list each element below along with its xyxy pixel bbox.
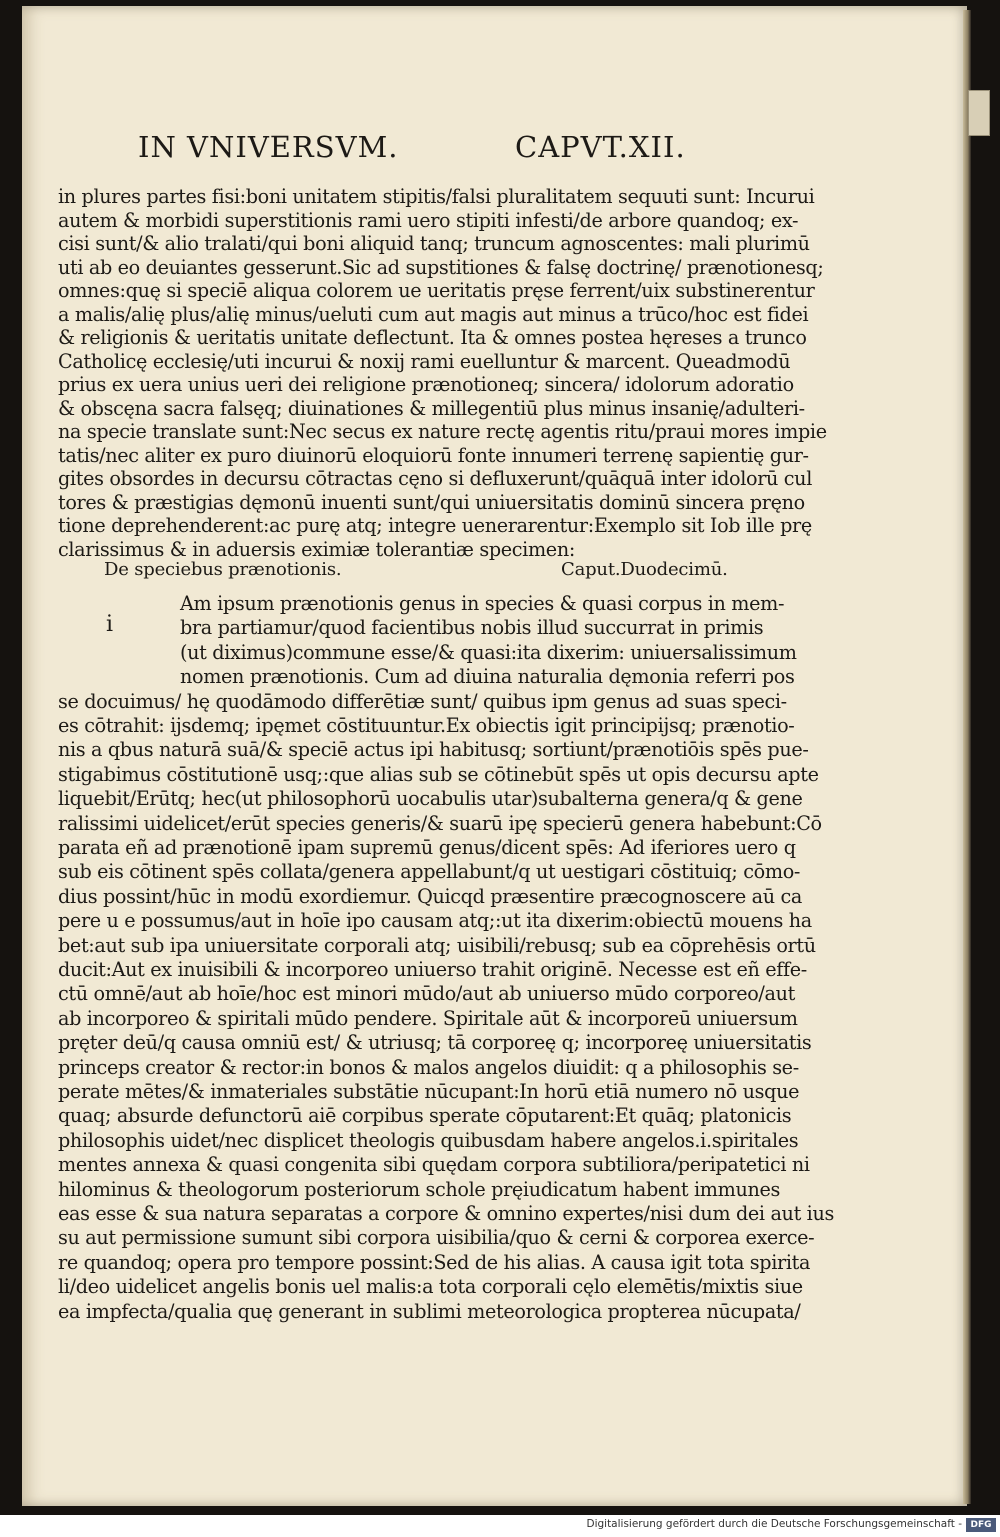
text-line: na specie translate sunt:Nec secus ex nature rectę agentis ritu/praui mores impie — [58, 420, 827, 443]
text-line: & obscęna sacra falsęq; diuinationes & millegentiū plus minus insanię/adulteri- — [58, 396, 805, 420]
text-line: & religionis & ueritatis unitate deflectunt. Ita & omnes postea hęreses a trunco — [58, 326, 807, 349]
text-line: dius possint/hūc in modū exordiemur. Quicqd præsentire præcognoscere aū ca — [58, 884, 802, 908]
text-line: se docuimus/ hę quodāmodo differētiæ sunt/ quibus ipm genus ad suas speci- — [58, 689, 787, 713]
text-line: eas esse & sua natura separatas a corpore & omnino expertes/nisi dum dei aut ius — [58, 1202, 834, 1225]
text-line: es cōtrahit: ijsdemq; ipęmet cōstituuntur.Ex obiectis igit principijsq; prænotio- — [58, 714, 795, 737]
text-line: tores & præstigias dęmonū inuenti sunt/qui uniuersitatis dominū sincera pręno — [58, 490, 805, 514]
text-line: tatis/nec aliter ex puro diuinorū eloquiorū fonte innumeri terrenę sapientię gur- — [58, 443, 809, 467]
text-line: omnes:quę si speciē aliqua colorem ue ueritatis pręse ferrent/uix substinerentur — [58, 279, 815, 302]
text-line: prius ex uera unius ueri dei religione prænotioneq; sincera/ idolorum adoratio — [58, 373, 794, 396]
text-line: ralissimi uidelicet/erūt species generis/& suarū ipę specierū genera habebunt:Cō — [58, 811, 822, 835]
text-line: pręter deū/q causa omniū est/ & utriusq; tā corporeę q; incorporeę uniuersitatis — [58, 1031, 812, 1055]
text-line: a malis/alię plus/alię minus/ueluti cum aut magis aut minus a trūco/hoc est fidei — [58, 302, 809, 326]
text-line: (ut diximus)commune esse/& quasi:ita dixerim: uniuersalissimum — [180, 640, 797, 664]
text-line: philosophis uidet/nec displicet theologis quibusdam habere angelos.i.spiritales — [58, 1128, 799, 1152]
running-head-left: IN VNIVERSVM. — [138, 130, 399, 164]
dfg-logo: DFG — [966, 1518, 996, 1532]
text-line: Am ipsum prænotionis genus in species & quasi corpus in mem- — [180, 592, 785, 615]
initial-letter: i — [106, 612, 113, 637]
text-line: hilominus & theologorum posteriorum schole pręiudicatum habent immunes — [58, 1177, 781, 1201]
text-line: su aut permissione sumunt sibi corpora uisibilia/quo & cerni & corporea exerce- — [58, 1226, 815, 1250]
section-caput: Caput.Duodecimū. — [561, 559, 728, 580]
bookmark-tab — [968, 90, 990, 136]
text-line: nomen prænotionis. Cum ad diuina naturalia dęmonia referri pos — [180, 665, 795, 689]
text-line: clarissimus & in aduersis eximiæ tolerantiæ specimen: — [58, 537, 575, 561]
text-line: uti ab eo deuiantes gesserunt.Sic ad supstitiones & falsę doctrinę/ prænotionesq; — [58, 255, 824, 279]
text-line: Catholicę ecclesię/uti incurui & noxij rami euelluntur & marcent. Queadmodū — [58, 349, 791, 373]
text-line: autem & morbidi superstitionis rami uero stipiti infesti/de arbore quandoq; ex- — [58, 208, 799, 232]
section-title: De speciebus prænotionis. — [104, 559, 342, 580]
text-line: cisi sunt/& alio tralati/qui boni aliquid tanq; truncum agnoscentes: mali plurimū — [58, 232, 810, 255]
text-line: li/deo uidelicet angelis bonis uel malis:a tota corporali cęlo elemētis/mixtis siue — [58, 1275, 803, 1299]
text-line: ducit:Aut ex inuisibili & incorporeo uniuerso trahit originē. Necesse est eñ effe- — [58, 958, 807, 981]
text-line: liquebit/Erūtq; hec(ut philosophorū uocabulis utar)subalterna genera/q & gene — [58, 787, 803, 811]
text-line: nis a qbus naturā suā/& speciē actus ipi habitusq; sortiunt/prænotiōis spēs pue- — [58, 738, 809, 762]
text-line: gites obsordes in decursu cōtractas cęno si defluxerunt/quāquā inter idolorū cul — [58, 467, 812, 490]
text-line: parata eñ ad prænotionē ipam supremū genus/dicent spēs: Ad iferiores uero q — [58, 836, 796, 859]
text-line: bra partiamur/quod facientibus nobis illud succurrat in primis — [180, 616, 764, 640]
page-edge — [963, 10, 971, 1504]
text-line: perate mētes/& inmateriales substātie nūcupant:In horū etiā numero nō usque — [58, 1080, 800, 1103]
text-line: quaq; absurde defunctorū aiē corpibus sperate cōputarent:Et quāq; platonicis — [58, 1104, 792, 1128]
footer-credit: Digitalisierung gefördert durch die Deutsche Forschungsgemeinschaft - — [586, 1518, 962, 1530]
text-line: re quandoq; opera pro tempore possint:Sed de his alias. A causa igit tota spirita — [58, 1250, 811, 1274]
text-line: mentes annexa & quasi congenita sibi quędam corpora subtiliora/peripatetici ni — [58, 1153, 810, 1177]
text-line: ctū omnē/aut ab hoīe/hoc est minori mūdo/aut ab uniuerso mūdo corporeo/aut — [58, 982, 796, 1006]
text-line: ab incorporeo & spiritali mūdo pendere. Spiritale aūt & incorporeū uniuersum — [58, 1006, 798, 1030]
text-line: stigabimus cōstitutionē usq;:que alias sub se cōtinebūt spēs ut opis decursu apte — [58, 762, 819, 786]
text-line: princeps creator & rector:in bonos & malos angelos diuidit: q a philosophis se- — [58, 1055, 799, 1079]
text-line: in plures partes fisi:boni unitatem stipitis/falsi pluralitatem sequuti sunt: Incurui — [58, 185, 815, 208]
running-head-right: CAPVT.XII. — [515, 130, 686, 164]
text-line: pere u e possumus/aut in hoīe ipo causam atq;:ut ita dixerim:obiectū mouens ha — [58, 909, 812, 933]
text-line: bet:aut sub ipa uniuersitate corporali atq; uisibili/rebusq; sub ea cōprehēsis ortū — [58, 933, 816, 957]
footer-bar — [0, 1515, 1000, 1537]
text-line: sub eis cōtinent spēs collata/genera appellabunt/q ut uestigari cōstituiq; cōmo- — [58, 860, 801, 884]
text-line: ea impfecta/qualia quę generant in sublimi meteorologica propterea nūcupata/ — [58, 1299, 801, 1323]
text-line: tione deprehenderent:ac purę atq; integre uenerarentur:Exemplo sit Iob ille prę — [58, 514, 812, 537]
